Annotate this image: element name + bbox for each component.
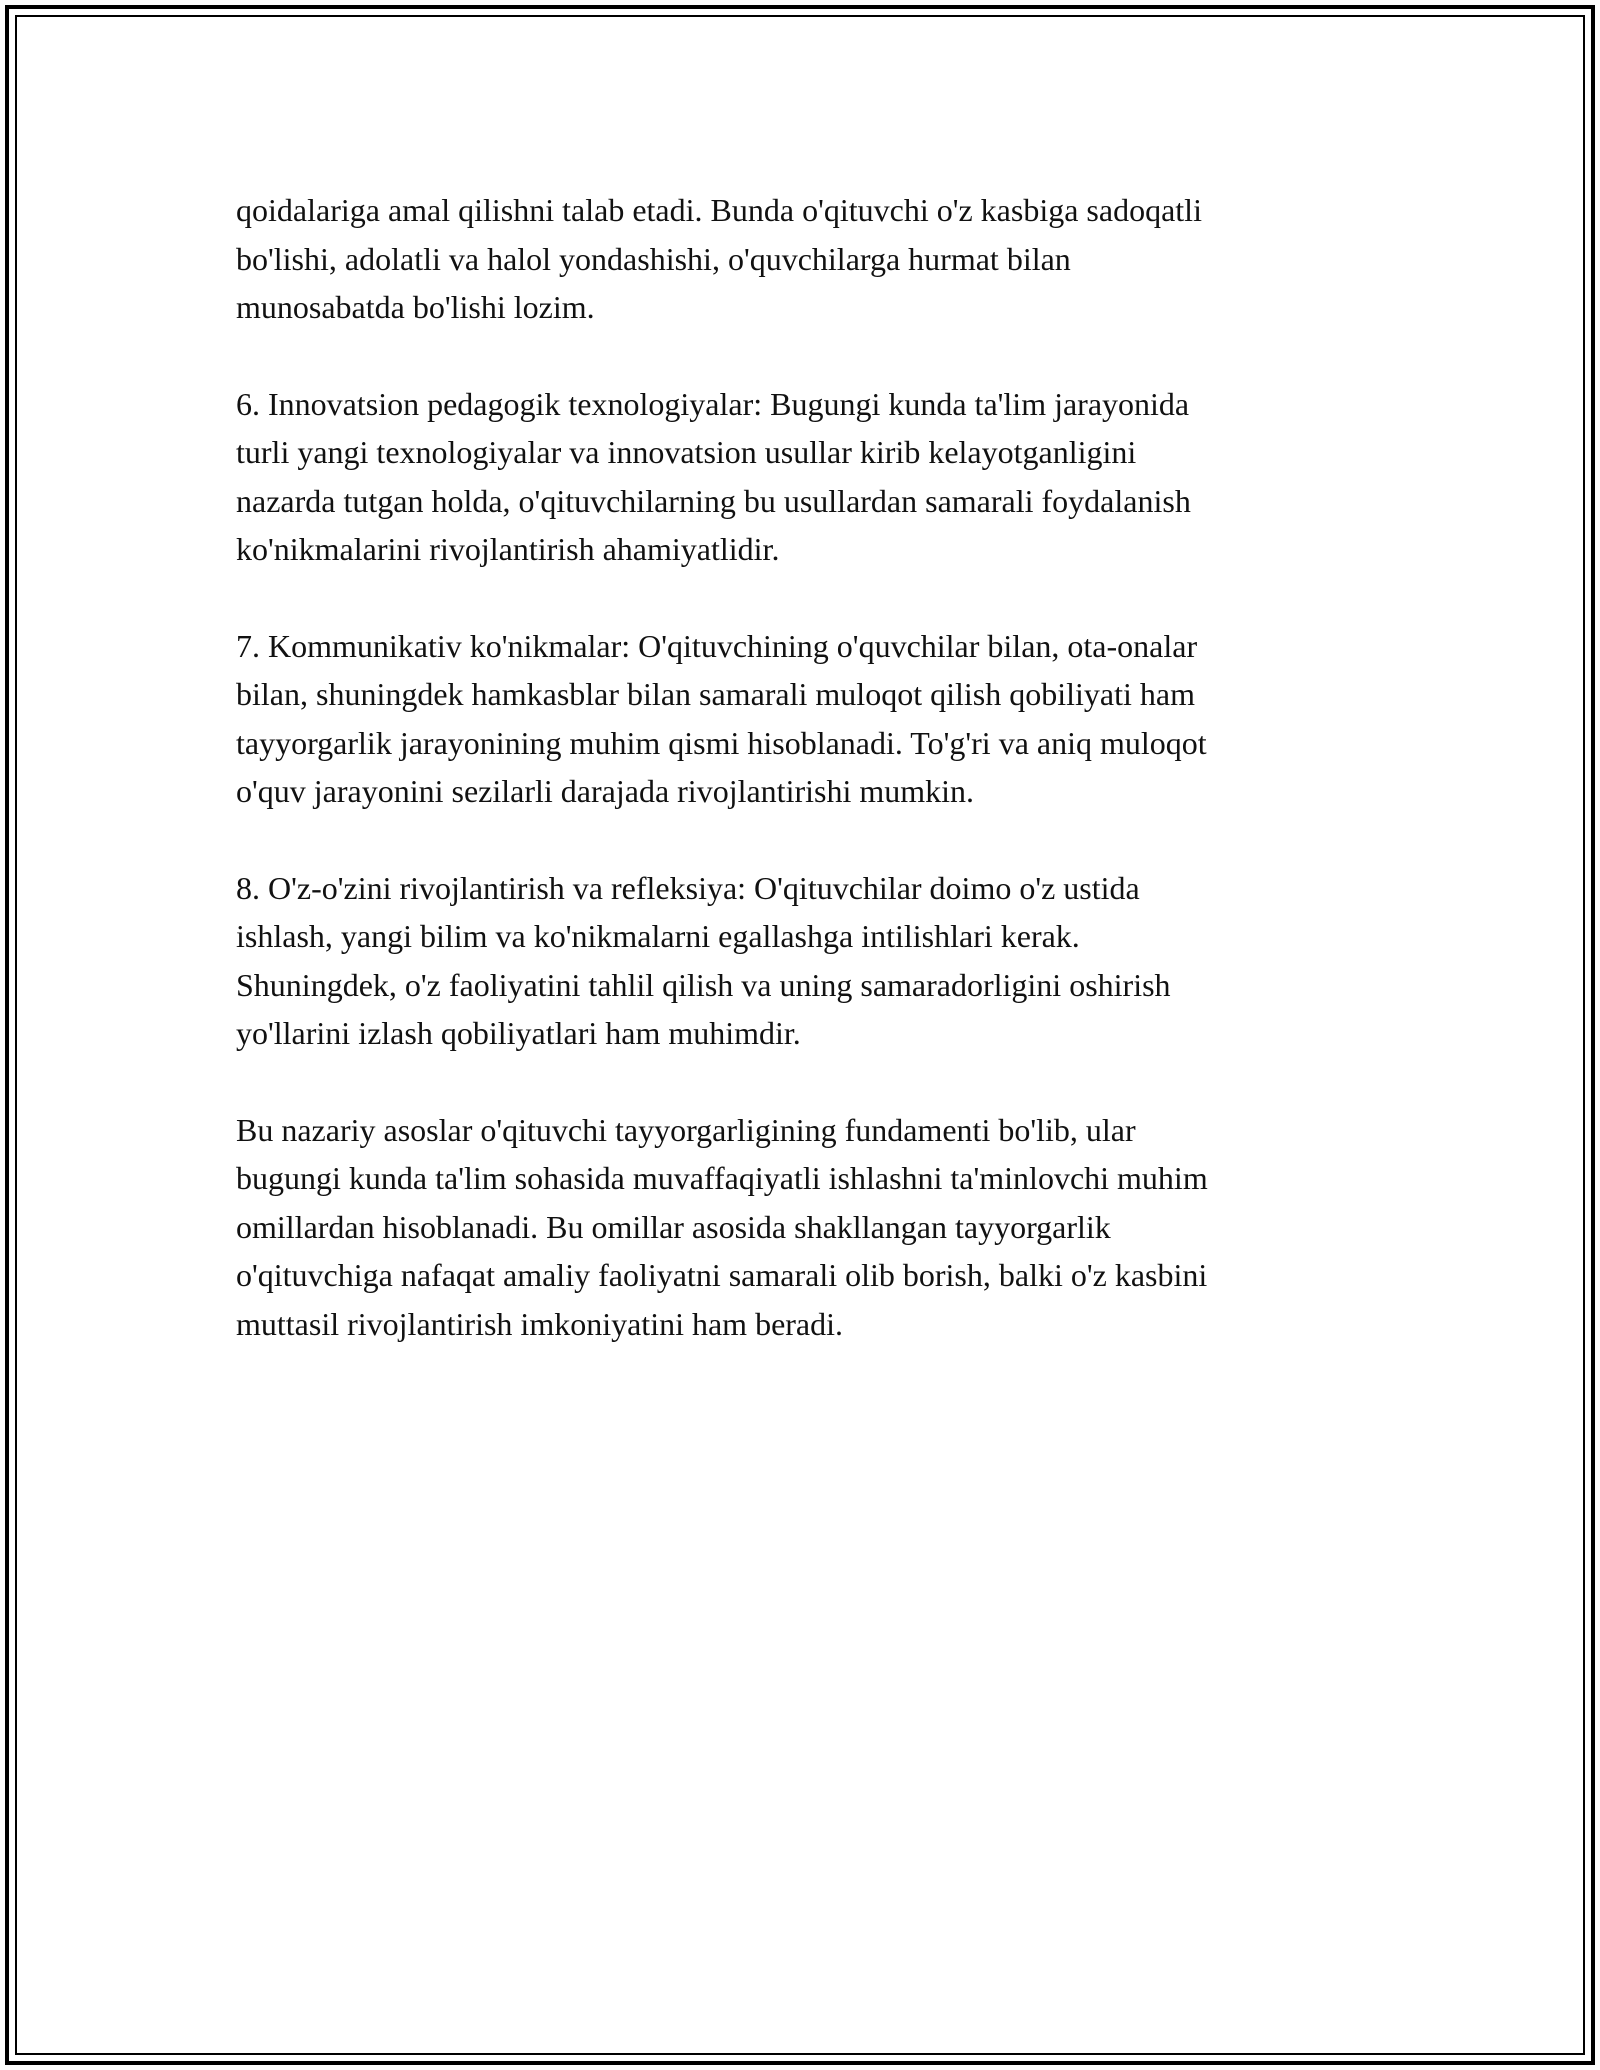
- text-line: 6. Innovatsion pedagogik texnologiyalar: Bugungi kunda ta'lim jarayonida: [236, 385, 1190, 422]
- text-line: yo'llarini izlash qobiliyatlari ham muhimdir.: [236, 1015, 801, 1051]
- text-line: nazarda tutgan holda, o'qituvchilarning bu usullardan samarali foydalanish: [236, 482, 1191, 519]
- text-line: tayyorgarlik jarayonining muhim qismi hisoblanadi. To'g'ri va aniq muloqot: [236, 724, 1207, 761]
- text-line: omillardan hisoblanadi. Bu omillar asosida shakllangan tayyorgarlik: [236, 1208, 1111, 1245]
- text-line: ko'nikmalarini rivojlantirish ahamiyatlidir.: [236, 531, 780, 567]
- text-line: o'qituvchiga nafaqat amaliy faoliyatni samarali olib borish, balki o'z kasbini: [236, 1257, 1208, 1293]
- paragraph-innovative-technologies: [236, 380, 1376, 574]
- text-line: qoidalariga amal qilishni talab etadi. Bunda o'qituvchi o'z kasbiga sadoqatli: [236, 192, 1202, 228]
- document-body: [236, 186, 1376, 1396]
- text-line: munosabatda bo'lishi lozim.: [236, 289, 595, 325]
- paragraph-ethics-continuation: [236, 186, 1376, 332]
- text-line: 7. Kommunikativ ko'nikmalar: O'qituvchining o'quvchilar bilan, ota-onalar: [236, 627, 1198, 664]
- text-line: turli yangi texnologiyalar va innovatsion usullar kirib kelayotganligini: [236, 434, 1137, 470]
- text-line: muttasil rivojlantirish imkoniyatini ham beradi.: [236, 1305, 844, 1342]
- paragraph-communicative-skills: [236, 622, 1376, 816]
- text-line: o'quv jarayonini sezilarli darajada rivojlantirishi mumkin.: [236, 773, 975, 809]
- text-line: Shuningdek, o'z faoliyatini tahlil qilish va uning samaradorligini oshirish: [236, 966, 1171, 1003]
- paragraph-self-development: [236, 864, 1376, 1058]
- text-line: 8. O'z-o'zini rivojlantirish va refleksiya: O'qituvchilar doimo o'z ustida: [236, 869, 1140, 906]
- text-line: ishlash, yangi bilim va ko'nikmalarni egallashga intilishlari kerak.: [236, 918, 1080, 954]
- text-line: Bu nazariy asoslar o'qituvchi tayyorgarligining fundamenti bo'lib, ular: [236, 1111, 1136, 1148]
- paragraph-conclusion: [236, 1106, 1376, 1349]
- text-line: bilan, shuningdek hamkasblar bilan samarali muloqot qilish qobiliyati ham: [236, 676, 1195, 712]
- text-line: bugungi kunda ta'lim sohasida muvaffaqiyatli ishlashni ta'minlovchi muhim: [236, 1160, 1208, 1196]
- text-line: bo'lishi, adolatli va halol yondashishi, o'quvchilarga hurmat bilan: [236, 240, 1071, 277]
